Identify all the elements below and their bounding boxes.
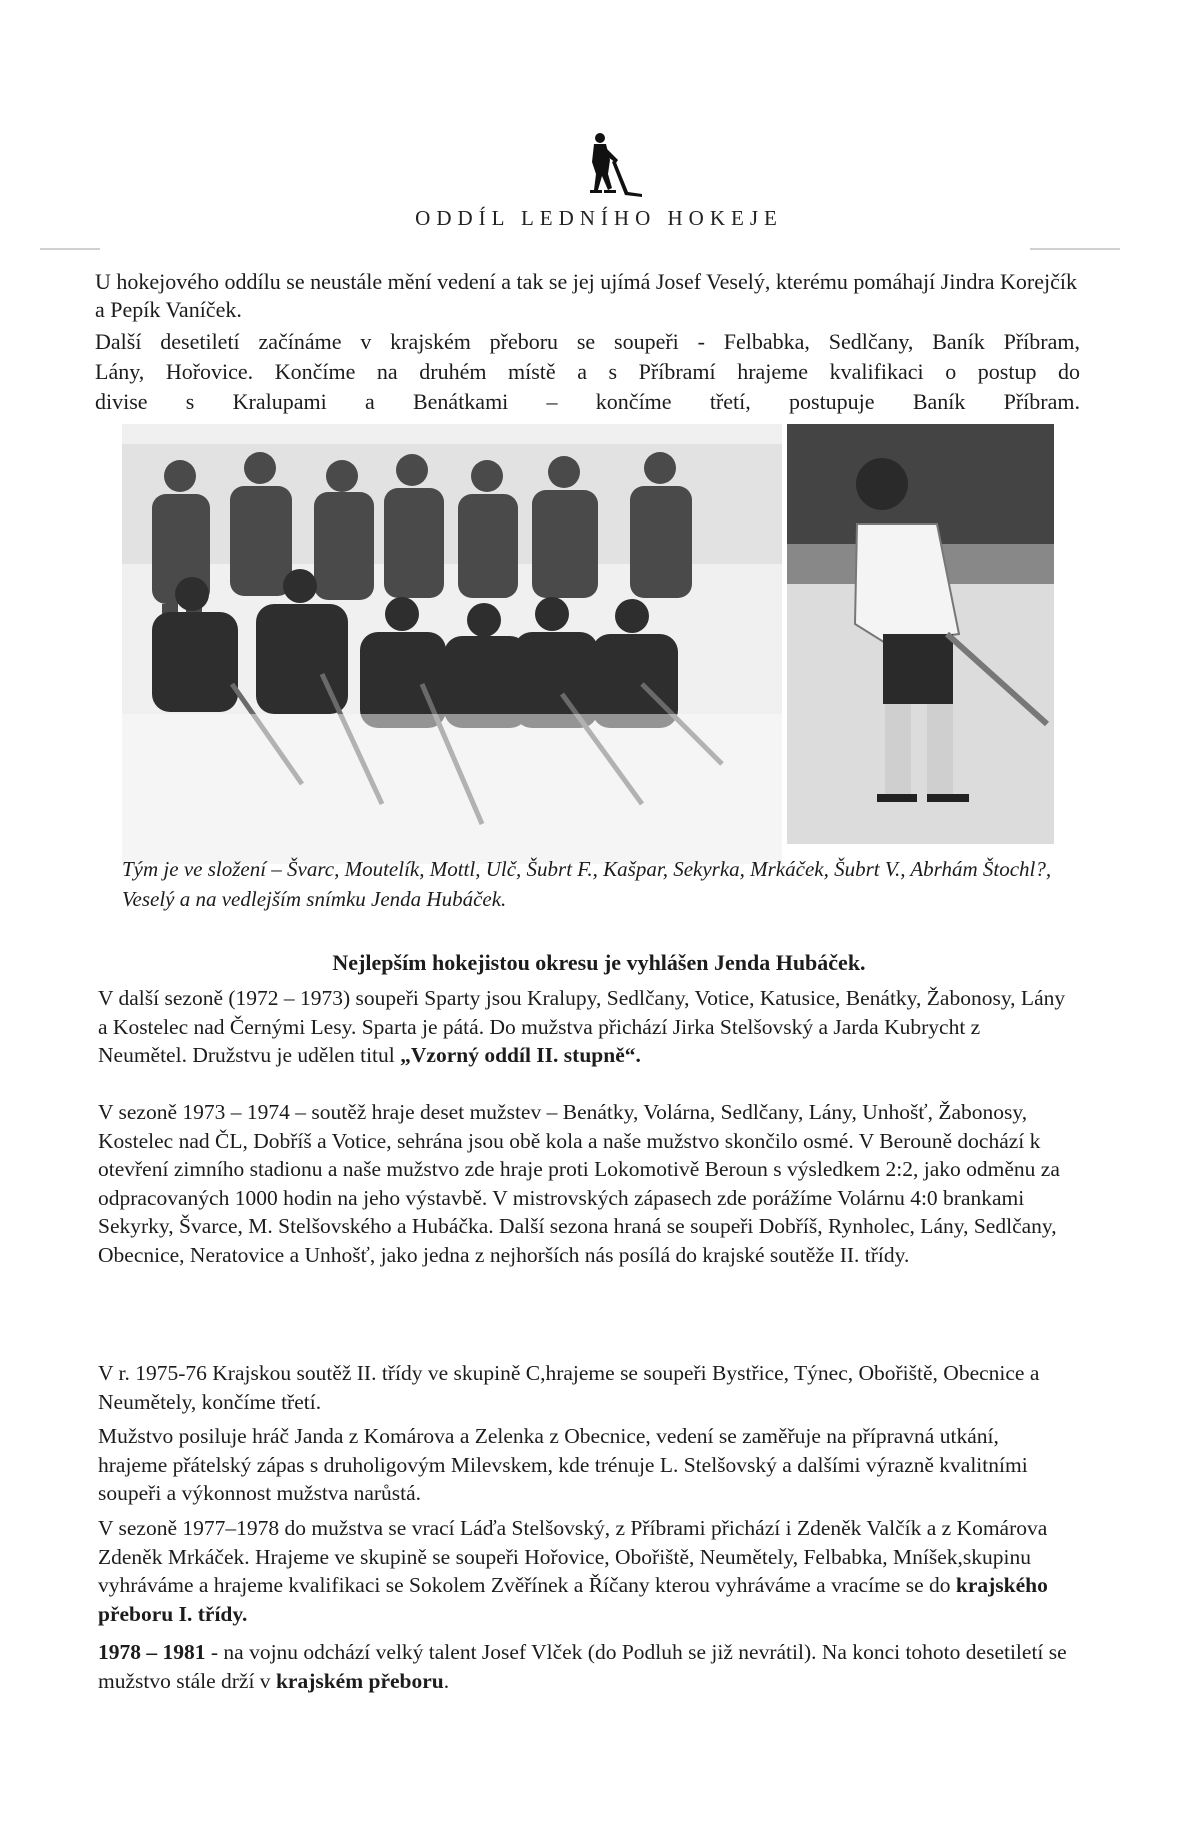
intro-line-4: divise s Kralupami a Benátkami – končíme třetí, postupuje Baník Příbram. [95, 389, 1080, 414]
season-1973-paragraph: V sezoně 1973 – 1974 – soutěž hraje deset mužstev – Benátky, Volárna, Sedlčany, Lány, Unhošť, Žabonosy, Kostelec nad ČL, Dobříš a Votice, sehrána jsou obě kola a naše mužstvo skončilo osmé. V Berouně dochází k otevření zimního stadionu a naše mužstvo zde hraje proti Lokomotivě Beroun s výsledkem 2:2, jako odměnu za odpracovaných 1000 hodin na jeho výstavbě. V mistrovských zápasech zde porážíme Volárnu 4:0 brankami Sekyrky, Švarce, M. Stelšovského a Hubáčka. Další sezona hraná se soupeři Dobříš, Rynholec, Lány, Sedlčany, Obecnice, Neratovice a Unhošť, jako jedna z nejhorších nás posílá do krajské soutěže II. třídy. [98, 1100, 1060, 1267]
skater-photo [787, 424, 1054, 844]
photo-block [122, 424, 1054, 864]
season-1977-paragraph [98, 1514, 1073, 1628]
best-player-heading: Nejlepším hokejistou okresu je vyhlášen Jenda Hubáček. [332, 950, 866, 975]
season-1976-paragraph: Mužstvo posiluje hráč Janda z Komárova a Zelenka z Obecnice, vedení se zaměřuje na přípravná utkání, hrajeme přátelský zápas s druholigovým Milevskem, kde trénuje L. Stelšovský a dalšími výrazně kvalitními soupeři a výkonnost mužstva narůstá. [98, 1424, 1028, 1505]
season-1972-text: V další sezoně (1972 – 1973) soupeři Sparty jsou Kralupy, Sedlčany, Votice, Katusice, Benátky, Žabonosy, Lány a Kostelec nad Černými Lesy. Sparta je pátá. Do mužstva přichází Jirka Stelšovský a Jarda Kubrycht z Neumětel. Družstvu je udělen titul [98, 986, 1066, 1067]
season-1975-paragraph: V r. 1975-76 Krajskou soutěž II. třídy ve skupině C,hrajeme se soupeři Bystřice, Týnec, Obořiště, Obecnice a Neumětely, končíme třetí. [98, 1361, 1040, 1414]
period: . [443, 1668, 450, 1693]
intro-line-3: Lány, Hořovice. Končíme na druhém místě a s Příbramí hrajeme kvalifikaci o postup do [95, 359, 1080, 384]
divider-right [1030, 248, 1120, 250]
team-photo [122, 424, 782, 864]
hockey-player-icon [558, 130, 648, 210]
years-range: 1978 – 1981 [98, 1640, 206, 1664]
league-name: krajského přeboru I. třídy. [98, 1573, 1048, 1626]
divider-left [40, 248, 100, 250]
intro-line-2: Další desetiletí začínáme v krajském přeboru se soupeři - Felbabka, Sedlčany, Baník Příbram, [95, 329, 1080, 354]
award-title: „Vzorný oddíl II. stupně“. [400, 1043, 641, 1067]
photo-caption: Tým je ve složení – Švarc, Moutelík, Mottl, Ulč, Šubrt F., Kašpar, Sekyrka, Mrkáček, Šubrt V., Abrhám Štochl?, Veselý a na vedlejším snímku Jenda Hubáček. [122, 857, 1052, 911]
season-1978-text: - na vojnu odchází velký talent Josef Vlček (do Podluh se již nevrátil). Na konci tohoto desetiletí se mužstvo stále drží v [98, 1640, 1067, 1693]
season-1978-paragraph [98, 1638, 1073, 1695]
league-name-2: krajském přeboru [275, 1668, 444, 1693]
season-1977-text: V sezoně 1977–1978 do mužstva se vrací Láďa Stelšovský, z Příbrami přichází i Zdeněk Valčík a z Komárova Zdeněk Mrkáček. Hrajeme ve skupině se soupeři Hořovice, Obořiště, Neumětely, Felbabka, Mníšek,skupinu vyhráváme a hrajeme kvalifikaci se Sokolem Zvěřínek a Říčany kterou vyhráváme a vracíme se do [98, 1516, 1048, 1597]
section-title: ODDÍL LEDNÍHO HOKEJE [415, 206, 783, 230]
intro-paragraph: U hokejového oddílu se neustále mění vedení a tak se jej ujímá Josef Veselý, kterému pomáhají Jindra Korejčík a Pepík Vaníček. [95, 269, 1077, 322]
season-1972-paragraph [98, 984, 1073, 1070]
